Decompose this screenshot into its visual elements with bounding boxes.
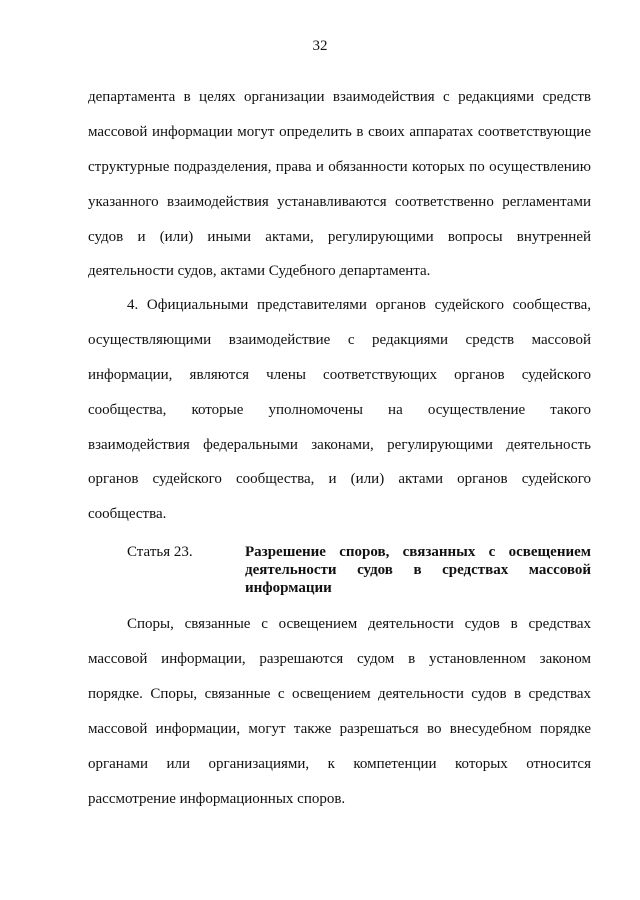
text-line: сообщества, которые уполномочены на осуществление такого <box>88 402 591 418</box>
text-line: массовой информации могут определить в своих аппаратах соответствующие <box>88 124 591 140</box>
text-line: органов судейского сообщества, и (или) актами органов судейского <box>88 471 591 487</box>
text-line: деятельности судов, актами Судебного департамента. <box>88 263 431 279</box>
text-line: массовой информации, могут также разрешаться во внесудебном порядке <box>88 721 591 737</box>
text-line: осуществляющими взаимодействие с редакциями средств массовой <box>88 332 591 348</box>
text-line: сообщества. <box>88 506 167 522</box>
article-title-line: Разрешение споров, связанных с освещением <box>245 544 591 560</box>
article-title-line: информации <box>245 580 332 596</box>
text-line: структурные подразделения, права и обязанности которых по осуществлению <box>88 159 591 175</box>
article-title-line: деятельности судов в средствах массовой <box>245 562 591 578</box>
article-label: Статья 23. <box>127 544 193 560</box>
text-line: информации, являются члены соответствующих органов судейского <box>88 367 591 383</box>
text-line: указанного взаимодействия устанавливаются соответственно регламентами <box>88 194 591 210</box>
text-line: департамента в целях организации взаимодействия с редакциями средств <box>88 89 591 105</box>
text-line: судов и (или) иными актами, регулирующими вопросы внутренней <box>88 229 591 245</box>
text-line: порядке. Споры, связанные с освещением деятельности судов в средствах <box>88 686 591 702</box>
page-number: 32 <box>312 38 328 54</box>
text-line: взаимодействия федеральными законами, регулирующими деятельность <box>88 437 591 453</box>
text-line: рассмотрение информационных споров. <box>88 791 346 807</box>
text-line: 4. Официальными представителями органов судейского сообщества, <box>127 297 591 313</box>
text-line: массовой информации, разрешаются судом в установленном законом <box>88 651 591 667</box>
text-line: Споры, связанные с освещением деятельности судов в средствах <box>127 616 591 632</box>
text-line: органами или организациями, к компетенции которых относится <box>88 756 591 772</box>
